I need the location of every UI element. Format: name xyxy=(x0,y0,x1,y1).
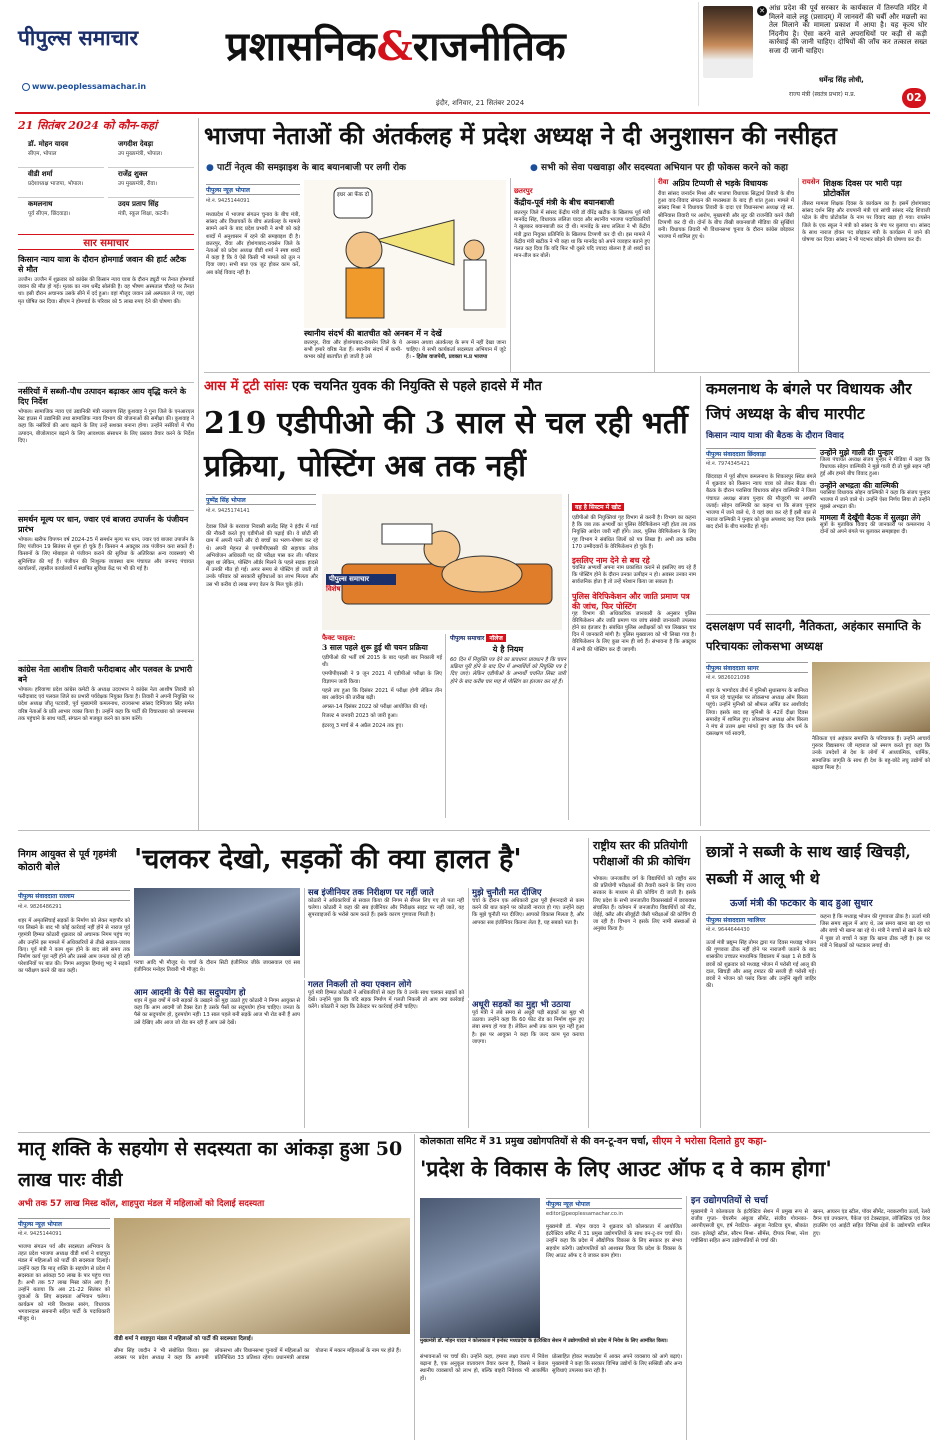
sleeping-official-illustration xyxy=(322,494,562,630)
who-where-box xyxy=(18,118,194,230)
rewa-head: अप्रिय टिप्पणी से भड़के विधायक xyxy=(672,178,768,188)
page-title-amp: & xyxy=(376,23,413,70)
cartoon-bubble: इधर आ फेंक दो xyxy=(336,192,369,198)
page-title-part-1: प्रशासनिक xyxy=(226,23,377,70)
bjp-byline: पीपुल्स न्यूज़ भोपाल xyxy=(18,1218,110,1229)
adpo-mob: मो.नं. 9425174141 xyxy=(206,508,250,514)
khichdi-sub: ऊर्जा मंत्री की फटकार के बाद हुआ सुधार xyxy=(730,898,873,909)
bullet-icon: ● xyxy=(206,163,217,173)
chhatarpur-tag: छतरपुर xyxy=(514,187,533,195)
kolkata-col2: संभावनाओं पर चर्चा की। उन्होंने कहा, हमारा लक्ष्य राज्य में निवेश बढ़ाना है, एक अनुकूल वातावरण तैयार करना है, जिससे न केवल स्थानीय व्यवसायों को लाभ हो, बल्कि बाहरी निवेशक भी आकर्षित हों। xyxy=(420,1354,548,1382)
cartoon-caption: स्थानीय संदर्भ की बातचीत को अनबन में न देखें xyxy=(304,329,442,338)
kolkata-photo-caption: मुख्यमंत्री डॉ. मोहन यादव ने कोलकाता में इन्वेस्ट मध्यप्रदेश के इंटरैक्टिव सेशन में उद्योगपतियों को प्रदेश में निवेश के लिए आमंत्रित किया। xyxy=(420,1338,668,1344)
dashlakshan-photo xyxy=(812,662,930,732)
kolkata-body: मुख्यमंत्री डॉ. मोहन यादव ने शुक्रवार को कोलकाता में आयोजित इंटरैक्टिव समिट में 31 प्रमुख उद्योगपतियों के साथ वन-टू-वन चर्चा की। उन्होंने कहा कि प्रदेश में औद्योगिक विकास के लिए सरकार हर संभव सहयोग करेगी। उद्योगपतियों को आश्वस्त किया कि प्रदेश के विकास के लिए आउट ऑफ द वे जाकर काम होगा। xyxy=(546,1224,682,1259)
raisen-box xyxy=(798,178,930,372)
fact-item: एडीपीओ की भर्ती वर्ष 2015 के बाद पहली बार निकाली गई थी। xyxy=(322,655,442,669)
fact-item: पहले तय हुआ कि दिसंबर 2021 में परीक्षा होगी लेकिन तीन बार आवेदन की तारीख बढ़ी। xyxy=(322,687,442,702)
page-number: 02 xyxy=(902,88,926,108)
kamalnath-sub: किसान न्याय यात्रा की बैठक के दौरान विवाद xyxy=(706,431,844,441)
coaching-box xyxy=(588,838,696,1128)
kolkata-side: इन उद्योगपतियों से चर्चा मुख्यमंत्री ने कोलकाता के इंटरैक्टिव सेशन में प्रमुख रूप से राजीव गुप्ता- चेयरमैन अंबुजा सीमेंट, संजीव गोयनका- आरपीएसजी ग्रुप, हर्ष नेवटिया- अंबुजा नेवटिया ग्रुप, श्रीकांत दत्ता- इलेक्ट्रो स्टील, सौरभ मिश्रा- सीमेंस, दीपक मिश्रा, नरेश पचीसिया सहित अन्य उद्योगपतियों से चर्चा की। खनन, आयरन एंड स्टील, पॉवर सीमेंट, नवकरणीय ऊर्जा, रेलवे वैगन एवं उपकरण, पैकेज एवं टेक्स्टाइल, लॉजिस्टिक एवं वेयर हाउसिंग एवं आईटी सहित विभिन्न क्षेत्रों के उद्योगपति शामिल हुए। xyxy=(686,1196,930,1440)
brand-url[interactable]: www.peoplessamachar.in xyxy=(22,82,202,96)
saar-item-3: समर्थन मूल्य पर धान, ज्वार एवं बाजरा उपार्जन के पंजीयन प्रारंभ भोपाल। खरीफ विपणन वर्ष 2024-25 में समर्थन मूल्य पर धान, ज्वार एवं बाजरा उपार्जन के लिए पंजीयन 19 सितंबर से शुरू हो चुके हैं। किसान 4 अक्टूबर तक पंजीयन करा सकते हैं। किसानों के लिए मोबाइल से पंजीयन कराने की सुविधा के अतिरिक्त अन्य व्यवस्थाएं भी सुनिश्चित की गई हैं। पंजीयन की निःशुल्क व्यवस्था ग्राम पंचायत और जनपद पंचायत कार्यालयों, तहसील कार्यालयों में स्थापित सुविधा केंद्र पर भी की गई है। xyxy=(18,510,194,654)
quote-icon: ✕ xyxy=(757,6,767,16)
dashlakshan-body-2: नैतिकता एवं अहंकार समाप्ति के परिचायक हैं। उन्होंने आचार्य गुरुवर विद्यासागर जी महाराज को स्मरण करते हुए कहा कि उनके उपदेशों से देश के लोगों में आध्यात्मिक, धार्मिक, सामाजिक जागृति के साथ ही देश के बहु-छोटे लघु उद्योगों को बढ़ावा मिला है। xyxy=(812,736,930,771)
dateline: इंदौर, शनिवार, 21 सितंबर 2024 xyxy=(435,99,525,107)
page-title xyxy=(226,18,696,78)
saar-item-2: नर्सरियों में सब्जी-पौध उत्पादन बढ़ाकर आय वृद्धि करने के दिए निर्देश भोपाल। सामाजिक न्याय एवं उद्यानिकी मंत्री नारायण सिंह कुशवाह ने गुना जिले के एनआरएल रेस्ट हाउस में उद्यानिकी तथा सामाजिक न्याय विभाग की योजनाओं की समीक्षा की। कुशवाह ने कहा कि नर्सरियों की आय बढ़ाने के लिए उन्हें सशक्त बनाना होगा। उन्होंने नर्सरियों में पौध उत्पादन, बीजोत्पादन बढ़ाने के लिए आवश्यक संसाधन के लिए प्रस्ताव तैयार करने के निर्देश दिए। xyxy=(18,382,194,504)
bullet-icon: ● xyxy=(530,163,541,173)
dashlakshan-headline: दसलक्षण पर्व सादगी, नैतिकता, अहंकार समाप्ति के परिचायकः लोकसभा अध्यक्ष xyxy=(706,619,921,653)
raisen-body: तीसरा मामला शिक्षक दिवस के कार्यक्रम का है। इसमें होशंगाबाद सांसद दर्शन सिंह और रायपानी मंत्री एवं सांची सांसद नरेंद्र शिवाजी पटेल के बीच प्रोटोकॉल के नाम पर विवाद खड़ा हो गया। रायसेन जिले के एक स्कूल ने मंत्री को सांसद के मंच पर बुलाया था। सांसद के साथ नाराज होकर पद छोड़कर मंत्री के कार्यक्रम में जाने की घोषणा कर दिया। सांसद ने भी पदभार छोड़ने की घोषणा कर दी। xyxy=(802,201,930,244)
brand-name: पीपुल्स समाचार xyxy=(18,25,139,50)
kolkata-strap: कोलकाता समिट में 31 प्रमुख उद्योगपतियों से की वन-टू-वन चर्चा, सीएम ने भरोसा दिलाते हुए कहा- xyxy=(420,1136,767,1147)
who-where-title: 21 सितंबर 2024 को कौन-कहां xyxy=(18,119,157,132)
lead-byline: पीपुल्स न्यूज़ भोपाल xyxy=(206,184,300,195)
chhatarpur-box xyxy=(510,178,650,372)
nigam-sub3: गलत निकली तो क्या एक्शन लोगे पूर्व मंत्री हिम्मत कोठारी ने अधिकारियों से कहा कि वे उनके साथ चलकर सड़कों को देखें। उन्होंने पूछा कि यदि सड़क निर्माण में गलती निकली तो आप क्या कार्रवाई करेंगे। कोठारी ने कहा कि ठेकेदार पर कार्रवाई होनी चाहिए। xyxy=(304,980,464,1128)
nigam-sub5: अधूरी सड़कों का मुद्दा भी उठाया पूर्व मंत्री ने लंबे समय से अधूरी पड़ी सड़कों का मुद्दा भी उठाया। उन्होंने कहा कि 60 फीट रोड का निर्माण शुरू हुए लंबा समय हो गया है। लेकिन अभी तक काम पूरा नहीं हुआ है। इस पर आयुक्त ने कहा कि जल्द काम पूरा कराया जाएगा। xyxy=(468,1000,584,1128)
globe-icon xyxy=(22,83,30,91)
who-person-1: डॉ. मोहन यादव सीएम, भोपाल xyxy=(18,140,104,168)
quote-box xyxy=(698,2,930,106)
cartoon-illustration xyxy=(304,180,506,328)
rewa-body: रीवा सांसद जनार्दन मिश्रा और भाजपा विधायक सिद्धार्थ तिवारी के बीच हुआ वाद-विवाद संगठन की मध्यस्थता के बाद ही शांत हुआ। मामले में सांसद मिश्रा ने विधायक तिवारी के दादा एवं विधानसभा अध्यक्ष रहे स्व. श्रीनिवास तिवारी पर आरोप, मुख्यमंत्री और लूट की राजनीति करने जैसी टिप्पणी कर दी थी। दोनों के बीच तीखी बयानबाजी मीडिया की सुर्खियां बनी। विधायक तिवारी भी विधानसभा चुनाव के दौरान कांग्रेस छोड़कर भाजपा में शामिल हुए थे। xyxy=(658,191,794,241)
nigam-sub4: मुझे चुनौती मत दीजिए चर्चा के दौरान एक अधिकारी द्वारा पूरी ईमानदारी से काम करने की बात कहने पर कोठारी नाराज हो गए। उन्होंने कहा कि मुझे चुनौती मत दीजिए। आपको विकास मिलता है, और आपका सब इंजीनियर कितना लेता है, यह सबको पता है। xyxy=(468,888,584,998)
coaching-body: भोपाल। जनजातीय वर्ग के विद्यार्थियों को राष्ट्रीय स्तर की प्रतियोगी परीक्षाओं की तैयारी कराने के लिए राज्य सरकार के माध्यम से फ्री कोचिंग दी जाती है। इसके लिए प्रदेश के सभी जनजातीय विकासखंडों में छात्रावास संचालित हैं। वर्तमान में जनजातीय विद्यार्थियों को नीट, जेईई, क्लैट और सीयूईटी जैसी परीक्षाओं की कोचिंग दी जा रही है। विभाग ने इसके लिए नामी संस्थाओं से अनुबंध किया है। xyxy=(593,876,696,933)
bjp-mob: मो.नं. 9425144091 xyxy=(18,1231,62,1237)
quote-text: आंध्र प्रदेश की पूर्व सरकार के कार्यकाल में तिरुपति मंदिर में मिलने वाले लड्डू (प्रसादम्) में जानवरों की चर्बी और मछली का तेल मिलाने का मामला प्रकाश में आया है। यह कृत्य घोर निंदनीय है। ऐसा करने वाले अपराधियों पर कड़ी से कड़ी कार्रवाई की जानी चाहिए। दोषियों की जाँच कर तत्काल सख्त सजा दी जानी चाहिए। xyxy=(769,4,927,55)
dashlakshan-body: शहर के भाग्योदय तीर्थ में मुनिश्री सुधासागर के सानिध्य में चल रहे चातुर्मास पर लोकसभा अध्यक्ष ओम बिरला पहुंचे। उन्होंने मुनिश्री को श्रीफल अर्पित कर आशीर्वाद लिया। इसके बाद वह मुनिश्री के 42वें दीक्षा दिवस समारोह में शामिल हुए। लोकसभा अध्यक्ष ओम बिरला ने मंच से उत्तम क्षमा मांगते हुए कहा कि जैन धर्म के दसलक्षण पर्व सादगी, xyxy=(706,688,808,738)
who-person-2: जगदीश देवड़ा उप मुख्यमंत्री, भोपाल। xyxy=(108,140,194,168)
lead-body: मध्यप्रदेश में भाजपा संगठन चुनाव के बीच मंत्री, सांसद और विधायकों के बीच अंतर्कलह के मामले सामने आने के बाद प्रदेश प्रभारी ने सभी को कड़े शब्दों में अनुशासन में रहने की समझाइश दी है। छतरपुर, रीवा और होशंगाबाद-रायसेन जिले के नेताओं को प्रदेश अध्यक्ष वीडी शर्मा ने स्पष्ट शब्दों में कहा है कि वे ऐसे किसी भी मामले को तूल न दिया जाए। सभी बात एक जुट होकर काम करें, अब कोई विवाद नहीं है। xyxy=(206,212,300,276)
kamalnath-side: उन्होंने मुझे गाली दीः पुन्हार जिला पंचायत अध्यक्ष संजय पुन्हार ने मीडिया में कहा कि विधायक सोहन वाल्मिकी ने मुझे गाली दी तो मुझे सहन नहीं हुई और हमारे बीच विवाद हुआ। उन्होंने अभद्रता कीः वाल्मिकी परासिया विधायक सोहन वाल्मिकी ने कहा कि संजय पुन्हार भाजपा में जाने वाले थे। उन्होंने ऐसा निर्णय लिया तो उन्होंने मुझसे अभद्रता की। मामला मैं देखूँगी बैठक में सुलझा लेंगे सूत्रों के मुताबिक विवाद की जानकारी पर कमलनाथ ने दोनों को अपने बंगले पर बुलाकर समझाइश दी। xyxy=(820,448,930,536)
who-person-3: वीडी शर्मा प्रदेशाध्यक्ष भाजपा, भोपाल। xyxy=(18,170,104,198)
saar-samachar xyxy=(18,234,194,824)
bjp-photo xyxy=(114,1218,410,1334)
khichdi-body-2: कहना है कि मध्याह्न भोजन की गुणवत्ता ठीक है। ऊर्जा मंत्री जिस समय स्कूल में आए थे, उस समय खाना खा रहा था और बच्चे भी खाना खा रहे थे। मंत्री ने बच्चों से खाने के बारे में पूछा तो बच्चों ने कहा कि खाना ठीक नहीं है। इस पर मंत्री ने शिक्षकों को फटकार लगाई थी। xyxy=(820,914,930,949)
rule-box: पीपुल्स समाचार नॉलेज ये है नियम 60 दिन में नियुक्ति पत्र देने का प्रावधानः प्रावधान है कि चयन प्रक्रिया पूरी होने के बाद दिन में अभ्यर्थियों को नियुक्ति पत्र दे दिए जाएं। लेकिन एडीपीओ के अभ्यर्थी चयनित लिस्ट जारी होने के बाद करीब चार माह से पोस्टिंग का इंतजार कर रहे हैं। xyxy=(450,635,566,685)
nigam-photo xyxy=(134,888,300,956)
adpo-body: देवास जिले के बरवाया निवासी सत्येंद्र सिंह ने इंदौर में गार्ड की नौकरी करते हुए एडीपीओ की पढ़ाई की। वे छोटी सी ग्राम में अपनी पत्नी और दो बच्चों का भरण-पोषण कर रहे थे। अपनी मेहनत से एमपीपीएससी की सहायक लोक अभियोजन अधिकारी पद की परीक्षा पास कर ली। परिवार खुश था लेकिन, पोस्टिंग ऑर्डर मिलने के पहले सड़क हादसे में उनकी मौत हो गई। अगर समय से पोस्टिंग हो जाती तो उनके परिवार को सरकारी सुविधाओं का लाभ मिलता और उस भी करीब दो लाख रुपए वेतन के मिल चुके होते। xyxy=(206,524,318,588)
adpo-strap: आस में टूटी सांसः एक चयनित युवक की नियुक्ति से पहले हादसे में मौत xyxy=(204,379,542,394)
special-badge: पीपुल्स समाचार विशेष xyxy=(326,574,396,604)
kamalnath-headline: कमलनाथ के बंगले पर विधायक और जिपं अध्यक्ष के बीच मारपीट xyxy=(706,379,912,423)
saar-title: सार समाचार xyxy=(18,234,194,250)
bjp-body: भाजपा संगठन पर्व और सदस्यता अभियान के तहत प्रदेश भाजपा अध्यक्ष वीडी शर्मा ने शाहपुरा मंडल में महिलाओं को पार्टी की सदस्यता दिलाई। उन्होंने कहा कि मातृ शक्ति के सहयोग से प्रदेश में सदस्यता का आंकड़ा 50 लाख के पार पहुंच गया है। अभी तक 57 लाख मिस्ड कॉल आए हैं। उन्होंने बताया कि अब 21-22 सितंबर को युवाओं के लिए सदस्यता अभियान चलेगा। कार्यक्रम को मंत्री विश्वास सारंग, विधायक भगवानदास सबनानी सहित पार्टी के पदाधिकारी मौजूद थे। xyxy=(18,1244,110,1323)
kolkata-email[interactable]: editor@peoplessamachar.co.in xyxy=(546,1211,623,1217)
khichdi-body: ऊर्जा मंत्री प्रद्युम्न सिंह तोमर द्वारा गत दिवस मध्याह्न भोजन की गुणवत्ता ठीक नहीं होने पर नाराजगी जताने के बाद शासकीय उच्चतर माध्यमिक विद्यालय में कक्षा 1 से 8वीं के छात्रों को शुक्रवार को मध्याह्न भोजन में परोसी गई आलू की दाल, खिचड़ी और आलू टमाटर की सब्जी ही परोसी गई। छात्रों ने भोजन को पसंद किया और उन्होंने खुशी जाहिर की। xyxy=(706,940,816,990)
lead-mob: मो.नं. 9425144091 xyxy=(206,198,250,204)
who-person-4: राजेंद्र शुक्ल उप मुख्यमंत्री, रीवा। xyxy=(108,170,194,198)
nigam-kicker: निगम आयुक्त से पूर्व गृहमंत्री कोठारी बोले xyxy=(18,849,117,873)
chhatarpur-body: छतरपुर जिले में सांसद केंद्रीय मंत्री डॉ वीरेंद्र खटीक के खिलाफ पूर्व मंत्री मानवेंद्र सिंह, विधायक ललिता यादव और स्थानीय भाजपा पदाधिकारियों ने खुलकर बयानबाजी कर दी थी। मानवेंद्र के साथ ललिता ने भी केंद्रीय मंत्री द्वारा नियुक्त प्रतिनिधि के खिलाफ टिप्पणी कर दी थी। इस मामले में केंद्रीय मंत्री खटीक ने भी कहा था कि मानवेंद्र को अपने व्यवहार बताने हुए गलत कह दिया कि यदि फिर भी दूसरे यदि ज्यादा बोलना है तो शब्दों का मान-तौल कर बोलें। xyxy=(514,210,650,260)
fact-item: इंटरव्यू 3 मार्च से 4 अप्रैल 2024 तक हुए। xyxy=(322,722,404,729)
bjp-headline: मातृ शक्ति के सहयोग से सदस्यता का आंकड़ा हुआ 50 लाख पारः वीडी xyxy=(18,1138,403,1191)
who-person-5: कमलनाथ पूर्व सीएम, छिंदवाड़ा। xyxy=(28,200,71,217)
chhatarpur-head: केंद्रीय-पूर्व मंत्री के बीच बयानबाजी xyxy=(514,197,615,207)
who-person-6: उदय प्रताप सिंह मंत्री, स्कूल शिक्षा, कटनी। xyxy=(118,200,169,217)
kolkata-byline: पीपुल्स न्यूज़ भोपाल xyxy=(546,1198,682,1209)
saar-item-1: किसान न्याय यात्रा के दौरान होमगार्ड जवान की हार्ट अटैक से मौत उज्जैन। उज्जैन में शुक्रवार को कांग्रेस की किसान न्याय यात्रा के दौरान ड्यूटी पर तैनात होमगार्ड जवान की मौत हो गई। मृतक का नाम धर्मेंद्र सोलंकी है। वह भीषण अस्पताल चौराहे पर तैनात था। इसी दौरान अचानक उसके सीने में दर्द हुआ। वहां मौजूद जवान उसे अस्पताल ले गए, जहां मृत घोषित कर दिया। सीएम ने होमगार्ड के परिवार को 5 लाख रुपए देने की घोषणा की। xyxy=(18,254,194,305)
kamalnath-byline: पीपुल्स संवाददाता छिंदवाड़ा xyxy=(706,448,816,459)
quote-name: धर्मेन्द्र सिंह लोधी, xyxy=(819,76,864,84)
kamalnath-mob: मो.नं. 7974345421 xyxy=(706,461,750,467)
raisen-tag: रायसेन xyxy=(802,178,820,186)
fact-item: अगस्त-14 दिसंबर 2022 को परीक्षा आयोजित की गई। xyxy=(322,704,428,711)
adpo-cartoon xyxy=(322,494,562,630)
nigam-sub2: सब इंजीनियर तक निरीक्षण पर नहीं जाते कोठारी ने अधिकारियों से सवाल किया की निगम से सैंपल लिए गए तो पता नहीं चलेगा। कोठारी ने कहा की सब इंजीनियर और निरीक्षक साइट पर नहीं जाते, यह सुपरवाइजरों के भरोसे काम करते हैं। इसके कारण गुणवत्ता गिरती है। xyxy=(304,888,464,978)
fact-item: एमपीपीएससी ने 9 जून 2021 में एडीपीओ परीक्षा के लिए विज्ञापन जारी किया। xyxy=(322,671,442,685)
quote-role: राज्य मंत्री (स्वतंत्र प्रभार) म.प्र. xyxy=(789,91,856,98)
nigam-byline: पीपुल्स संवाददाता रतलाम xyxy=(18,890,130,901)
fact-list xyxy=(322,655,442,730)
lead-cartoon xyxy=(304,180,506,328)
kolkata-side-title: इन उद्योगपतियों से चर्चा xyxy=(691,1196,768,1206)
nigam-body: शहर में अमृतसिंचाई सड़कों के निर्माण को लेकर महापौर को पत्र लिखने के बाद भी कोई कार्रवाई नहीं होने से नाराज पूर्व गृहमंत्री हिम्मत कोठारी शुक्रवार को अचानक निगम पहुंच गए और उन्होंने इस मामले में अधिकारियों से तीखे सवाल-जवाब किए। पूर्व मंत्री ने काम शुरू होने के बाद लंबे समय तक निर्माण कार्य पूरा नहीं होने और उससे आम जनता को हो रही परेशानियों पर बात की। निगम आयुक्त हिमांशु भट्ट ने सड़कों का परीक्षण करने की बात कही। xyxy=(18,918,130,975)
nigam-mob: मो.नं. 9826486291 xyxy=(18,904,62,910)
nigam-sub1: आम आदमी के पैसे का सदुपयोग हो शहर में कुछ वर्षों में बनी सड़कों के उखड़ने का मुद्दा उठाते हुए कोठारी ने निगम आयुक्त से कहा कि आम आदमी जो टैक्स देता है उसके पैसों का सदुपयोग होना चाहिए। जनता के पैसे का सदुपयोग हो, दुरुपयोग नहीं। 13 साल पहले बनी सड़कें आज भी रोड बनी हैं आप उसे देखिए और आज जो रोड बन रही हैं आप उसे देखें। xyxy=(134,988,300,1026)
cartoon-text-1: छतरपुर, रीवा और होशंगाबाद-रायसेन जिले के ये सभी हमारे वरिष्ठ नेता हैं। स्थानीय संदर्भ में कभी-कभार कोई बातचीत हो जाती है उसे xyxy=(304,340,402,361)
rewa-tag: रीवा xyxy=(658,178,669,186)
page-title-part-2: राजनीतिक xyxy=(412,23,566,70)
lead-headline: भाजपा नेताओं की अंतर्कलह में प्रदेश अध्यक्ष ने दी अनुशासन की नसीहत xyxy=(204,121,837,150)
dashlakshan-byline: पीपुल्स संवाददाता सागर xyxy=(706,662,808,673)
raisen-head: शिक्षक दिवस पर भारी पड़ा प्रोटोकॉल xyxy=(823,178,902,198)
lead-kicker-1: ● पार्टी नेतृत्व की समझाइश के बाद बयानबाजी पर लगी रोक xyxy=(206,163,406,173)
kolkata-col3: प्रोत्साहित होकर मध्यप्रदेश में आकर अपने व्यवसाय को आगे बढ़ाएं। मुख्यमंत्री ने कहा कि सरकार विभिन्न उद्योगों के लिए सब्सिडी और अन्य सुविधाएं उपलब्ध करा रही है। xyxy=(552,1354,682,1375)
bjp-col2: सीमा सिंह जादौन ने भी संबोधित किया। इस अवसर पर प्रदेश अध्यक्ष ने कहा कि आगामी लोकसभा और विधानसभा चुनावों में महिलाओं का प्रतिनिधित्व 33 प्रतिशत रहेगा। प्रधानमंत्री आवास योजना में मकान महिलाओं के नाम पर होते हैं। xyxy=(114,1348,401,1362)
kamalnath-body: छिंदवाड़ा में पूर्व सीएम कमलनाथ के शिकारपुर स्थित बंगले में शुक्रवार को किसान न्याय यात्रा को लेकर बैठक थी। बैठक के दौरान परासिया विधायक सोहन वाल्मिकी ने जिला पंचायत अध्यक्ष संजय पुन्हार की मौजूदगी पर आपत्ति जताई। सोहन वाल्मिकी का कहना था कि संजय पुन्हार भाजपा में जाने वाले थे, वे यहां क्या कर रहे हैं इसी बात से नाराज वाल्मिकी ने पुन्हार को कुछ अपशब्द कह दिया इसके बाद दोनों के बीच मारपीट हो गई। xyxy=(706,474,816,531)
khichdi-byline: पीपुल्स संवाददाता ग्वालियर xyxy=(706,914,816,925)
adpo-headline: 219 एडीपीओ की 3 साल से चल रही भर्ती प्रक्रिया, पोस्टिंग अब तक नहीं xyxy=(204,406,688,484)
system-box: यह है सिस्टम में खोट एडीपीओ की नियुक्तियां गृह विभाग से करनी है। विभाग का कहना है कि जब तक अभ्यर्थी का पुलिस वेरिफिकेशन नहीं होता तब तक नियुक्ति आदेश जारी नहीं होंगे। उधर, पुलिस वेरिफिकेशन के लिए गृह विभाग ने संबंधित जिलों को पत्र लिखा है। अभी तक करीब 170 उम्मीदवारों के वेरिफिकेशन हो चुके हैं। इसलिए नाम देने से बच रहे चयनित अभ्यर्थी अपना नाम प्रकाशित कराने से इसलिए बच रहे हैं कि पोस्टिंग होने के दौरान उनका उत्पीड़न न हो। अवसर उनका नाम सार्वजनिक होता है तो उन्हें परेशान किया जा सकता है। पुलिस वेरिफिकेशन और जाति प्रमाण पत्र की जांच, फिर पोस्टिंग गृह विभाग की अधिकारिक जानकारी के अनुसार पुलिस वेरिफिकेशन और जाति प्रमाण पत्र जांच संबंधी जानकारी उपलब्ध होने का इंतजार है। संबंधित पुलिस अधीक्षकों को पत्र लिखकर चार दिन में जानकारी मांगी है। पुलिस मुख्यालय को भी लिखा गया है। वेरिफिकेशन के लिए कुछ नाम ही बचे हैं। संभावना है कि अक्टूबर में सभी की पोस्टिंग कर दी जाएगी। xyxy=(568,494,696,820)
khichdi-mob: मो.नं. 9644644430 xyxy=(706,927,750,933)
rewa-box xyxy=(654,178,794,372)
dashlakshan-mob: मो.नं. 9826021098 xyxy=(706,675,750,681)
nigam-col2: परचा आदि भी मौजूद थे। चर्चा के दौरान सिटी इंजीनियर जीके जायसवाल एवं सब इंजीनियर मनोहर तिवारी भी मौजूद थे। xyxy=(134,960,300,974)
saar-item-4: कांग्रेस नेता आशीष तिवारी फरीदाबाद और पलवल के प्रभारी बने भोपाल। हरियाणा प्रदेश कांग्रेस कमेटी के अध्यक्ष उदयभान ने कांग्रेस नेता आशीष तिवारी को फरीदाबाद एवं पलवल जिले का प्रभारी पर्यवेक्षक नियुक्त किया है। तिवारी ने अपनी नियुक्ति पर प्रदेश अध्यक्ष जीतू पटवारी, पूर्व मुख्यमंत्री कमलनाथ, राज्यसभा सांसद दिग्विजय सिंह समेत वरिष्ठ नेताओं के प्रति आभार व्यक्त किया है। उन्होंने कहा कि पार्टी की विचारधारा को जनमानस तक पहुंचाने के साथ पार्टी, संगठन को मजबूत करने का काम करेंगे। xyxy=(18,660,194,824)
khichdi-headline: छात्रों ने सब्जी के साथ खाई खिचड़ी, सब्जी में आलू भी थे xyxy=(706,842,911,888)
coaching-headline: राष्ट्रीय स्तर की प्रतियोगी परीक्षाओं की फ्री कोचिंग xyxy=(593,839,691,868)
kolkata-headline: 'प्रदेश के विकास के लिए आउट ऑफ द वे काम होगा' xyxy=(420,1156,832,1181)
cartoon-credit: - हितेश वाजपेयी, प्रवक्ता म.प्र भाजपा xyxy=(412,354,488,361)
bjp-photo-caption: वीडी शर्मा ने शाहपुरा मंडल में महिलाओं को पार्टी की सदस्यता दिलाई। xyxy=(114,1336,253,1342)
nigam-headline: 'चलकर देखो, सड़कों की क्या हालत है' xyxy=(134,844,522,875)
masthead xyxy=(0,0,945,107)
kolkata-photo xyxy=(420,1198,540,1338)
fact-item: रिजल्ट 4 जनवरी 2023 को जारी हुआ। xyxy=(322,713,398,720)
adpo-byline: पुष्पेंद्र सिंह भोपाल xyxy=(206,494,316,505)
bjp-sub: अभी तक 57 लाख मिस्ड कॉल, शाहपुरा मंडल में महिलाओं को दिलाई सदस्यता xyxy=(18,1199,265,1209)
lead-kicker-2: ● सभी को सेवा पखवाड़ा और सदस्यता अभियान पर ही फोकस करने को कहा xyxy=(530,163,788,173)
fact-file: फैक्ट फाइल: 3 साल पहले शुरू हुई थी चयन प्रक्रिया एडीपीओ की भर्ती वर्ष 2015 के बाद पहली बार निकाली गई थी। एमपीपीएससी ने 9 जून 2021 में एडीपीओ परीक्षा के लिए विज्ञापन जारी किया। पहले तय हुआ कि दिसंबर 2021 में परीक्षा होगी लेकिन तीन बार आवेदन की तारीख बढ़ी। अगस्त-14 दिसंबर 2022 को परीक्षा आयोजित की गई। रिजल्ट 4 जनवरी 2023 को जारी हुआ। इंटरव्यू 3 मार्च से 4 अप्रैल 2024 तक हुए। xyxy=(322,634,446,818)
minister-photo xyxy=(703,6,753,78)
cartoon-text-2: अनबन अथवा अंतर्कलह के रूप में नहीं देखा जाना चाहिए। ये सभी कार्यकर्ता सदस्यता अभियान में जुटे हैं। - हितेश वाजपेयी, प्रवक्ता म.प्र भाजपा xyxy=(406,340,506,361)
